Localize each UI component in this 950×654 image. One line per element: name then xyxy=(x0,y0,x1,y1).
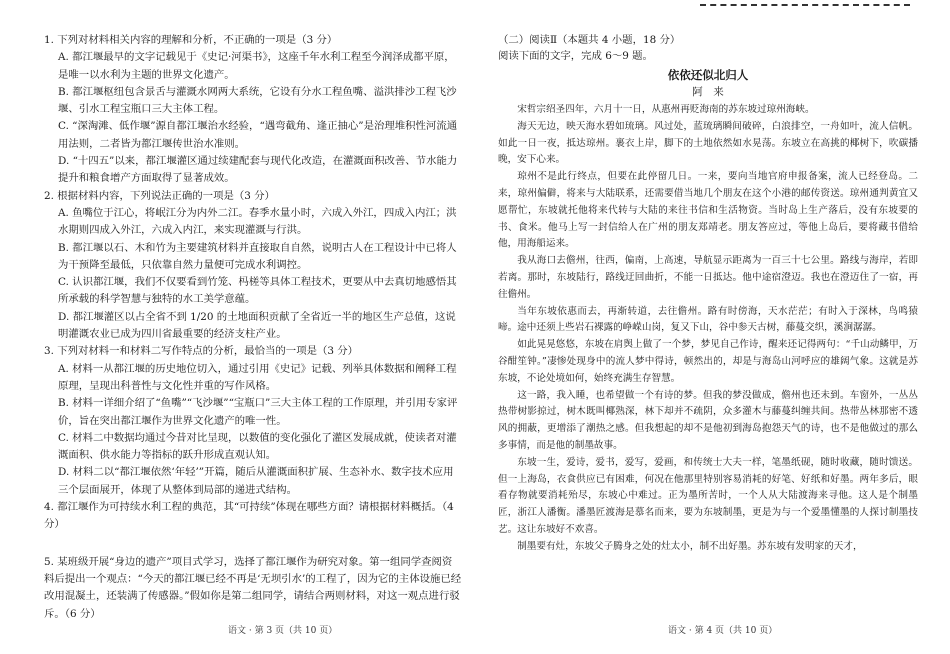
question-stem: 2. 根据材料内容，下列说法正确的一项是（3 分） xyxy=(44,189,275,202)
section-heading: （二）阅读Ⅱ（本题共 4 小题，18 分） xyxy=(498,34,681,46)
page-footer-right: 语文 · 第 4 页（共 10 页） xyxy=(668,626,778,636)
option-b: B. 都江堰以石、木和竹为主要建筑材料并直接取自自然，说明古人在工程设计中已将人为干预降至最低，只依靠自然力量便可完成水利调控。 xyxy=(58,241,457,271)
option-a: A. 材料一从都江堰的历史地位切入，通过引用《史记》记载、列举具体数据和阐释工程原理，呈现出科普性与文化性并重的写作风格。 xyxy=(58,362,457,392)
question-stem: 5. 某班级开展“身边的遗产”项目式学习，选择了都江堰作为研究对象。第一组同学查阅资料后提出一个观点：“今天的都江堰已经不再是‘无坝引水’的工程了，因为它的主体设施已经改用混凝土，还装满了传感器。”假如你是第二组同学，请结合两则材料，对这一观点进行驳斥。（6 分） xyxy=(44,555,462,620)
paragraph: 海天无边，映天海水碧如琉璃。风过处，蓝琉璃瞬间破碎，白浪排空，一舟如叶，流人信帆。如此一日一夜，抵达琼州。裹衣上岸，脚下的土地依然如水晃荡。东坡立在高挑的椰树下，吹碳播晚，安下心来。 xyxy=(498,120,918,166)
paragraph: 当年东坡依惠而去，再渐转道，去往儋州。路有时傍海，天水茫茫；有时入于深林，鸟鸣猿啼。途中还须上些岩石裸露的峥嵘山岗，复又下山，谷中参天古树，藤蔓交织，溪涧潺潺。 xyxy=(498,305,918,334)
option-b: B. 材料一详细介绍了“鱼嘴”“飞沙堰”“宝瓶口”三大主体工程的工作原理，并引用专家评价，旨在突出都江堰作为世界文化遗产的唯一性。 xyxy=(58,397,458,427)
question-stem: 1. 下列对材料相关内容的理解和分析，不正确的一项是（3 分） xyxy=(44,34,338,46)
paragraph: 如此晃晃悠悠，东坡在肩舆上做了一个梦，梦见自己作诗，醒来还记得两句：“千山动鳞甲，万谷酣笙钟。”凄惨处现身中的流人梦中得诗，顿然出的，却是与海岛山河呼应的雄阔气象。这就是苏东坡，不论处境如何，始终充满生存智慧。 xyxy=(498,339,918,384)
page-3 xyxy=(44,32,462,623)
question-stem: 3. 下列对材料一和材料二写作特点的分析，最恰当的一项是（3 分） xyxy=(44,345,359,358)
option-a: A. 鱼嘴位于江心，将岷江分为内外二江。春季水量小时，六成入外江，四成入内江；洪水期则四成入外江，六成入内江，来实现灌溉与行洪。 xyxy=(58,206,457,237)
option-c: C. “深淘滩、低作堰”源自都江堰治水经验，“遇弯截角、逢正抽心”是治理堆积性河流通用法则，二者皆为都江堰传世治水准则。 xyxy=(58,120,458,150)
section-instruction: 阅读下面的文字，完成 6～9 题。 xyxy=(498,50,653,62)
option-c: C. 材料二中数据均通过今昔对比呈现，以数值的变化强化了灌区发展成就，使读者对灌溉面积、供水能力等指标的跃升形成直观认知。 xyxy=(58,431,457,462)
paragraph: 琼州不是此行终点，但要在此停留几日。一来，要向当地官府申报备案，流人已经登岛。二来，琼州偏僻，将来与大陆联系，还需要借当地几个朋友在这个小港的邮传资送。琼州通判黄宜又愿帮忙，东坡就托他将来代转与大陆的来往书信和生活物资。当时岛上生产落后，没有东坡要的书、食米。他马上写一封信给人在广州的朋友郑靖老。朋友答应过，等他上岛后，要将藏书借给他，用海船运来。 xyxy=(498,171,918,250)
paragraph: 宋哲宗绍圣四年，六月十一日，从惠州再贬海南的苏东坡过琼州海峡。 xyxy=(517,104,815,115)
question-5 xyxy=(44,554,462,623)
paragraph: 制墨要有灶，东坡父子腾身之处的灶太小，制不出好墨。苏东坡有发明家的天才， xyxy=(517,540,863,552)
page-footer-left: 语文 · 第 3 页（共 10 页） xyxy=(228,626,338,636)
question-3 xyxy=(44,343,462,499)
option-a: A. 都江堰最早的文字记载见于《史记·河渠书》，这座千年水利工程至今润泽成都平原，是唯一以水利为主题的世界文化遗产。 xyxy=(58,51,455,81)
article-title: 依依还似北归人 xyxy=(667,68,749,82)
question-stem: 4. 都江堰作为可持续水利工程的典范，其“可持续”体现在哪些方面？请根据材料概括。（4 分） xyxy=(44,501,454,531)
paragraph: 我从海口去儋州，往西，偏南，上高速，导航显示距离为一百三十七公里。路线与海岸，若即若离。那时，东坡陆行，路线迂回曲折，不能一日抵达。他中途宿澄迈。我也在澄迈住了一宿，再往儋州。 xyxy=(498,255,918,300)
question-2 xyxy=(44,188,462,344)
paragraph: 这一路，我入睡，也希望做一个有诗的梦。但我的梦没做成，儋州也还未到。车窗外，一丛丛热带树影掠过，树木既叫椰熟深，林下却并不疏阴，众多灌木与藤蔓纠缠共间。热带丛林那密不透风的拥蔽，更增添了潮热之感。但我想起的却不是他初到海岛抱怨天气的诗，也不是他做过的那么多事情，而是他的制墨故事。 xyxy=(498,389,918,451)
question-4 xyxy=(44,499,462,534)
header-dashed-line xyxy=(700,4,910,6)
article-author: 阿 来 xyxy=(692,86,724,98)
option-d: D. 材料二以“都江堰依然‘年轻’”开篇，随后从灌溉面积扩展、生态补水、数字技术应用三个层面展开，体现了从整体到局部的递进式结构。 xyxy=(58,466,454,496)
page-4 xyxy=(498,32,918,556)
paragraph: 东坡一生，爱诗，爱书，爱写，爱画，和传统士大夫一样，笔墨纸砚，随时收藏，随时馈送。但一上海岛，衣食供应已有困难，何况在他那里特别容易消耗的好笔、好纸和好墨。两年多后，眼看存物就要消耗殆尽，东坡心中难过。正为墨所苦时，一个人从大陆渡海来寻他。这人是个制墨匠，浙江人潘衡。潘墨匠渡海是慕名而来，要为东坡制墨，更是为与一个爱墨懂墨的人探讨制墨技艺。这让东坡好不欢喜。 xyxy=(498,456,918,535)
option-c: C. 认识都江堰，我们不仅要看到竹笼、杩槎等具体工程技术，更要从中去真切地感悟其所承载的科学智慧与独特的水工美学意蕴。 xyxy=(58,276,457,306)
option-d: D. 都江堰灌区以占全省不到 1/20 的土地面积贡献了全省近一半的地区生产总值，这说明灌溉农业已成为四川省最重要的经济支柱产业。 xyxy=(58,310,456,341)
answer-space xyxy=(44,534,462,554)
option-d: D. “十四五”以来，都江堰灌区通过续建配套与现代化改造，在灌溉面积改善、节水能力提升和粮食增产方面取得了显著成效。 xyxy=(58,155,458,185)
question-1 xyxy=(44,32,462,188)
option-b: B. 都江堰枢纽包含景舌与灌溉水网两大系统，它设有分水工程鱼嘴、溢洪排沙工程飞沙堰、引水工程宝瓶口三大主体工程。 xyxy=(58,85,457,116)
